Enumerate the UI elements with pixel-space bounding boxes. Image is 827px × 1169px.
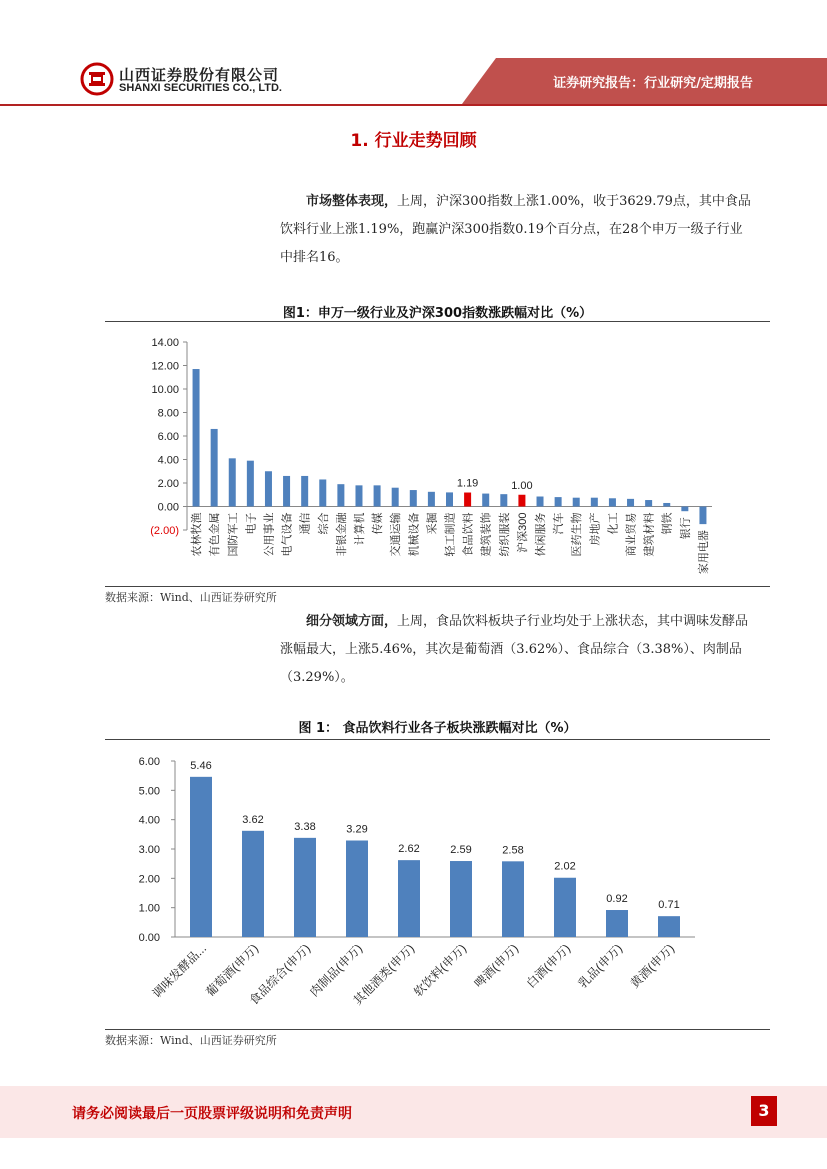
bar [663,503,670,507]
paragraph-lead: 细分领域方面， [306,614,398,629]
y-tick-label: 6.00 [157,431,179,443]
x-tick-label: 沪深300 [516,512,529,553]
bar [355,485,362,506]
x-tick-label: 国防军工 [227,512,240,557]
page-header [0,0,827,105]
y-tick-label: (2.00) [150,525,179,537]
figure1-source: 数据来源：Wind、山西证券研究所 [105,591,277,604]
x-tick-label: 机械设备 [408,512,421,557]
paragraph-text: 上周，食品饮料板块子行业均处于上涨状态，其中调味发酵品涨幅最大，上涨5.46%，其次是葡萄酒（3.62%）、食品综合（3.38%）、肉制品（3.29%）。 [280,614,749,685]
bar [699,507,706,525]
x-tick-label: 啤酒(申万) [471,941,522,991]
x-tick-label: 综合 [317,512,330,535]
data-label: 5.46 [190,759,212,772]
bar [337,484,344,506]
y-tick-label: 5.00 [138,785,160,798]
figure2-bottom-rule [105,1029,770,1030]
x-tick-label: 公用事业 [263,512,276,557]
bar [645,500,652,506]
bar [518,495,525,507]
data-label: 2.58 [502,844,524,857]
bar [346,840,368,937]
y-tick-label: 2.00 [138,873,160,886]
bar [374,485,381,506]
figure1-title: 图1：申万一级行业及沪深300指数涨跌幅对比（%） [282,306,593,321]
x-tick-label: 计算机 [353,512,366,546]
x-tick-label: 休闲服务 [535,512,548,557]
bar [482,494,489,507]
page-number: 3 [751,1096,777,1126]
figure2-source: 数据来源：Wind、山西证券研究所 [105,1034,277,1047]
x-tick-label: 传媒 [372,512,385,535]
y-tick-label: 1.00 [138,902,160,915]
bar [627,499,634,507]
x-tick-label: 家用电器 [697,530,710,575]
x-tick-label: 食品饮料 [462,512,475,557]
bar [555,497,562,506]
section-title: 1. 行业走势回顾 [350,131,477,151]
x-tick-label: 电气设备 [281,512,294,557]
bar [247,461,254,507]
data-label: 2.02 [554,860,576,873]
company-logo-icon [80,62,114,96]
bar [446,492,453,506]
bar [591,498,598,507]
bar [193,369,200,506]
x-tick-label: 银行 [679,517,692,540]
data-label: 3.62 [242,813,264,826]
x-tick-label: 交通运输 [390,512,403,557]
chart-industry-returns [105,324,770,586]
paragraph-market-overview [280,188,752,272]
paragraph-lead: 市场整体表现， [306,194,398,209]
bar [681,507,688,512]
data-label: 1.19 [456,477,479,490]
bar [554,878,576,937]
bar [398,860,420,937]
y-tick-label: 4.00 [138,814,160,827]
bar [294,838,316,937]
bar [500,494,507,506]
x-tick-label: 纺织服装 [498,512,511,557]
y-tick-label: 0.00 [157,501,179,514]
report-type: 证券研究报告：行业研究/定期报告 [553,76,753,91]
y-tick-label: 3.00 [138,844,160,856]
bar [319,479,326,506]
bar [301,476,308,507]
y-tick-label: 14.00 [151,337,179,349]
bar [229,458,236,506]
x-tick-label: 采掘 [426,512,439,535]
footer-disclaimer: 请务必阅读最后一页股票评级说明和免责声明 [72,1106,352,1122]
x-tick-label: 化工 [607,512,620,535]
data-label: 3.29 [346,823,368,836]
company-name-en: SHANXI SECURITIES CO., LTD. [119,82,282,94]
x-tick-label: 房地产 [589,512,602,546]
bar [537,497,544,507]
data-label: 0.71 [658,899,680,912]
y-tick-label: 10.00 [151,384,179,396]
x-tick-label: 汽车 [553,512,566,535]
x-tick-label: 轻工制造 [444,512,457,557]
x-tick-label: 其他酒类(申万) [350,941,418,1008]
x-tick-label: 有色金属 [209,512,222,557]
company-name-cn: 山西证券股份有限公司 [119,66,280,84]
y-tick-label: 4.00 [157,454,179,467]
y-tick-label: 8.00 [157,407,179,420]
x-tick-label: 商业贸易 [625,512,638,557]
paragraph-subsector [280,608,752,692]
x-tick-label: 农林牧渔 [191,512,204,557]
data-label: 2.59 [450,844,472,857]
bar [573,498,580,507]
y-tick-label: 2.00 [157,478,179,490]
x-tick-label: 食品综合(申万) [246,941,314,1008]
data-label: 1.00 [511,479,533,492]
y-tick-label: 6.00 [138,756,160,768]
x-tick-label: 电子 [245,512,258,535]
figure1-bottom-rule [105,586,770,587]
x-tick-label: 葡萄酒(申万) [203,941,262,1000]
y-tick-label: 0.00 [138,932,160,944]
chart-food-beverage-subsectors [105,742,770,1028]
bar [450,861,472,937]
x-tick-label: 软饮料(申万) [411,941,470,1000]
x-tick-label: 黄酒(申万) [627,941,678,991]
bar [242,831,264,937]
figure2-title: 图 1： 食品饮料行业各子板块涨跌幅对比（%） [298,721,577,736]
figure2-top-rule [105,739,770,740]
bar [392,488,399,507]
bar [502,861,524,937]
x-tick-label: 乳品(申万) [575,941,626,991]
y-tick-label: 12.00 [151,360,179,373]
bar [609,498,616,506]
x-tick-label: 建筑装饰 [480,512,493,557]
x-tick-label: 医药生物 [571,512,584,557]
bar [658,916,680,937]
x-tick-label: 钢铁 [661,512,674,535]
bar [190,777,212,937]
data-label: 2.62 [398,843,420,856]
bar [606,910,628,937]
x-tick-label: 非银金融 [335,512,348,557]
x-tick-label: 白酒(申万) [523,941,574,991]
x-tick-label: 调味发酵品... [149,941,210,1001]
bar [265,471,272,506]
header-divider [0,104,827,106]
bar [428,492,435,507]
bar [464,493,471,507]
paragraph-text: 上周，沪深300指数上涨1.00%，收于3629.79点，其中食品饮料行业上涨1.19%，跑赢沪深300指数0.19个百分点，在28个申万一级子行业中排名16。 [280,194,751,265]
x-tick-label: 通信 [299,512,312,535]
bar [283,476,290,507]
data-label: 0.92 [606,893,628,906]
data-label: 3.38 [294,820,316,833]
figure1-top-rule [105,321,770,322]
bar [211,429,218,507]
bar [410,490,417,506]
x-tick-label: 肉制品(申万) [307,941,366,1000]
x-tick-label: 建筑材料 [643,512,656,557]
